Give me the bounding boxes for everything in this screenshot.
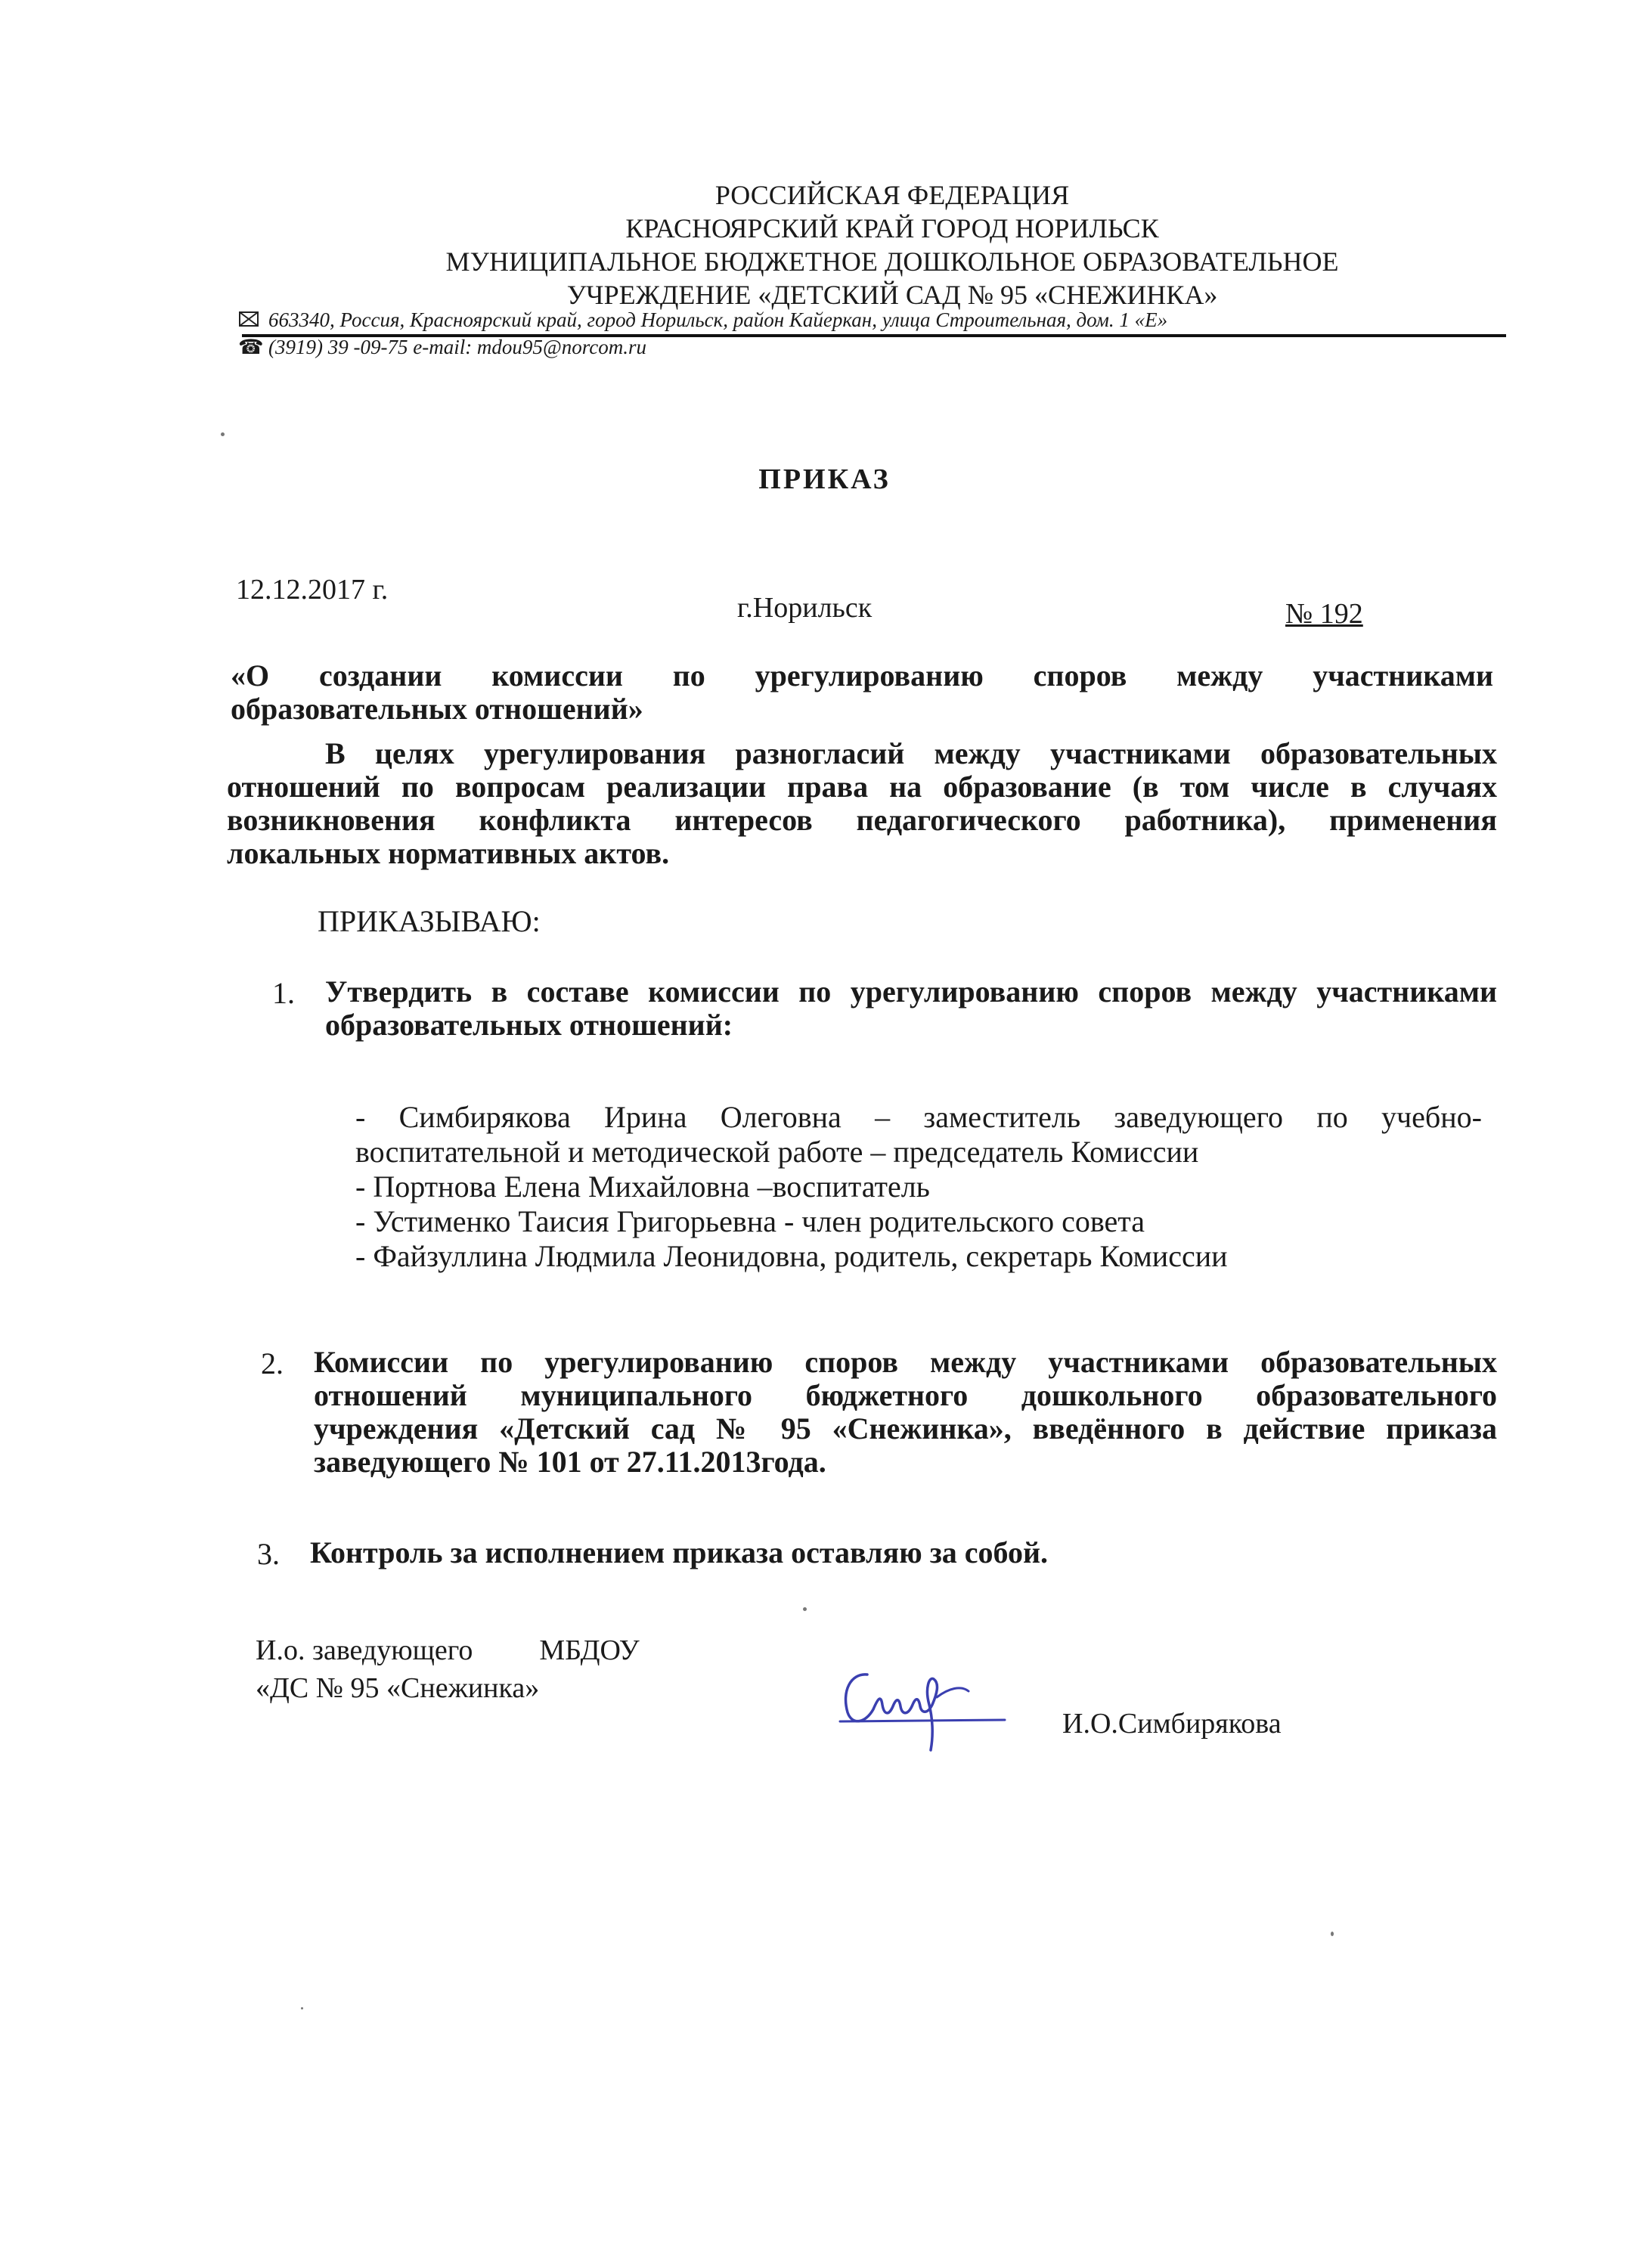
position-title: И.о. заведующего — [256, 1634, 473, 1666]
document-city: г.Норильск — [737, 592, 873, 624]
contact-block — [238, 306, 1523, 361]
organization-header — [227, 178, 1558, 311]
scan-speck — [803, 1607, 807, 1611]
header-institution-type: МУНИЦИПАЛЬНОЕ БЮДЖЕТНОЕ ДОШКОЛЬНОЕ ОБРАЗОВАТЕЛЬНОЕ — [445, 246, 1339, 277]
commission-members — [355, 1100, 1482, 1274]
item-line: Контроль за исполнением приказа оставляю за собой. — [310, 1535, 1049, 1569]
position-org: МБДОУ — [539, 1634, 640, 1666]
item-line: учреждения «Детский сад № 95 «Снежинка», введённого в действие приказа — [314, 1411, 1497, 1445]
item-line: Утвердить в составе комиссии по урегулированию споров между участниками — [325, 974, 1497, 1009]
position-line: «ДС № 95 «Снежинка» — [256, 1672, 540, 1704]
scan-speck — [301, 2007, 303, 2009]
address-row — [238, 306, 1523, 333]
item-text — [325, 975, 1497, 1042]
preamble-line: локальных нормативных актов. — [227, 836, 670, 870]
item-text — [314, 1346, 1497, 1479]
member-line: - Портнова Елена Михайловна –воспитатель — [355, 1170, 930, 1204]
phone-email-text: (3919) 39 -09-75 e-mail: mdou95@norcom.ru — [268, 336, 647, 358]
item-line: заведующего № 101 от 27.11.2013года. — [314, 1445, 826, 1479]
phone-row — [238, 333, 1523, 361]
item-line: отношений муниципального бюджетного дошкольного образовательного — [314, 1378, 1497, 1412]
scan-speck — [221, 432, 225, 436]
item-number: 2. — [261, 1346, 284, 1380]
member-line: - Файзуллина Людмила Леонидовна, родитель, секретарь Комиссии — [355, 1239, 1228, 1273]
order-preamble — [227, 737, 1497, 870]
preamble-line: отношений по вопросам реализации права на образование (в том числе в случаях — [227, 770, 1497, 804]
document-date: 12.12.2017 г. — [236, 574, 389, 606]
item-number: 3. — [257, 1537, 280, 1571]
header-region: КРАСНОЯРСКИЙ КРАЙ ГОРОД НОРИЛЬСК — [625, 213, 1159, 243]
member-line: - Устименко Таисия Григорьевна - член родительского совета — [355, 1204, 1145, 1238]
scan-speck — [1331, 1932, 1334, 1936]
preamble-line: В целях урегулирования разногласий между участниками образовательных — [325, 736, 1497, 770]
subject-line: образовательных отношений» — [231, 692, 643, 726]
item-number: 1. — [272, 976, 295, 1010]
order-subject — [231, 659, 1493, 726]
subject-line: «О создании комиссии по урегулированию споров между участниками — [231, 658, 1493, 692]
item-line: Комиссии по урегулированию споров между участниками образовательных — [314, 1345, 1497, 1379]
header-country: РОССИЙСКАЯ ФЕДЕРАЦИЯ — [714, 180, 1070, 210]
item-line: образовательных отношений: — [325, 1008, 733, 1042]
envelope-icon — [238, 306, 259, 333]
phone-icon: ☎ — [238, 336, 264, 358]
order-directive: ПРИКАЗЫВАЮ: — [318, 904, 541, 938]
signer-name: И.О.Симбирякова — [1062, 1708, 1282, 1740]
item-text — [310, 1536, 1467, 1569]
address-text: 663340, Россия, Красноярский край, город Норильск, район Кайеркан, улица Строительная, дом. 1 «Е» — [268, 308, 1168, 331]
handwritten-signature — [835, 1644, 1009, 1758]
member-line: - Симбирякова Ирина Олеговна – заместитель заведующего по учебно- — [355, 1100, 1482, 1134]
header-institution-name: УЧРЕЖДЕНИЕ «ДЕТСКИЙ САД № 95 «СНЕЖИНКА» — [566, 280, 1218, 310]
preamble-line: возникновения конфликта интересов педагогического работника), применения — [227, 803, 1497, 837]
signatory-position — [256, 1631, 640, 1707]
document-title: ПРИКАЗ — [758, 463, 891, 495]
position-line — [256, 1631, 640, 1669]
document-number: № 192 — [1285, 598, 1363, 630]
member-line: воспитательной и методической работе – председатель Комиссии — [355, 1135, 1199, 1169]
